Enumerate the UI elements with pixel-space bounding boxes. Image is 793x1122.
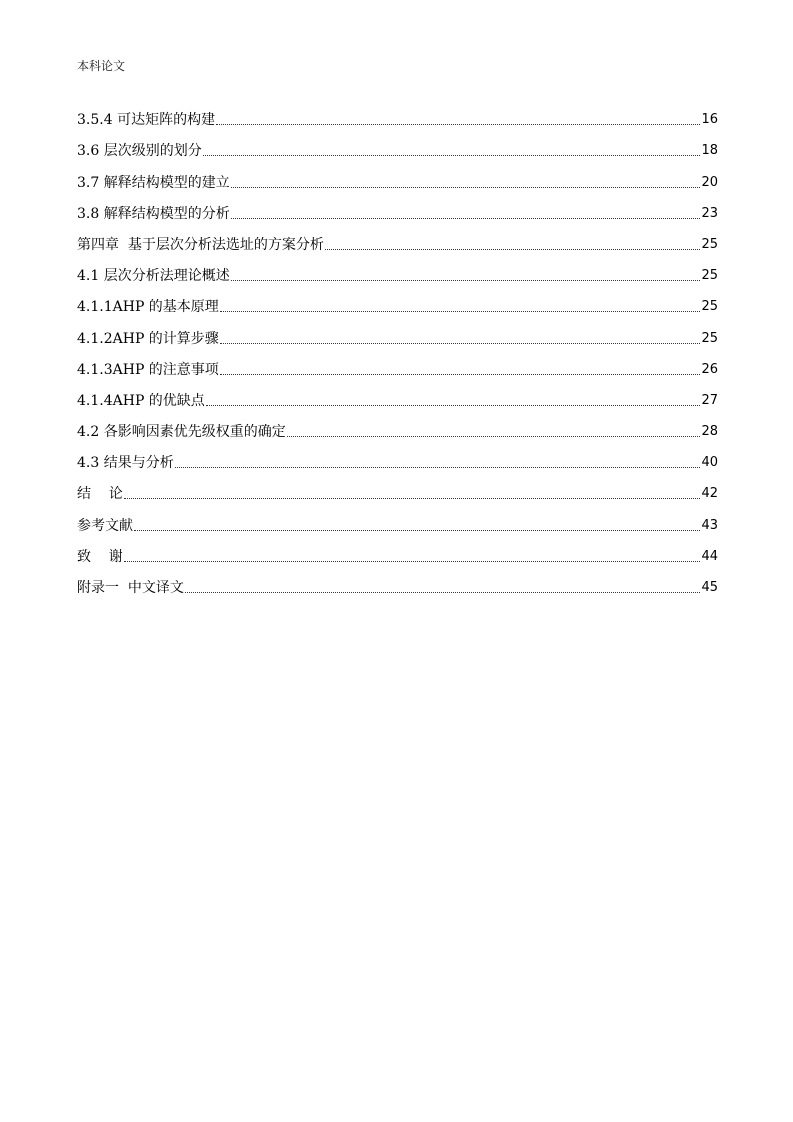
toc-dot-leader [124,561,701,562]
toc-dot-leader [124,498,701,499]
toc-page-number: 20 [701,174,718,190]
toc-entry[interactable] [77,442,718,473]
toc-page-number: 16 [701,112,718,128]
toc-dot-leader [220,343,701,344]
toc-dot-leader [231,187,701,188]
toc-entry-label: 3.8 解释结构模型的分析 [77,205,230,222]
toc-entry-label: 第四章 基于层次分析法选址的方案分析 [77,236,324,253]
toc-page-number: 28 [701,424,718,440]
toc-page-number: 27 [701,392,718,408]
toc-page-number: 40 [701,455,718,471]
toc-entry[interactable] [77,536,718,567]
toc-entry[interactable] [77,504,718,535]
toc-page-number: 45 [701,580,718,595]
toc-entry-label: 4.1.2AHP 的计算步骤 [77,330,219,347]
toc-entry-label: 结 论 [77,486,123,503]
toc-entry[interactable] [77,286,718,317]
toc-dot-leader [175,467,701,468]
toc-entry-label: 4.1.4AHP 的优缺点 [77,392,205,409]
toc-entry-label: 4.1.3AHP 的注意事项 [77,361,219,378]
toc-dot-leader [203,155,701,156]
toc-page-number: 43 [701,517,718,533]
toc-dot-leader [206,405,701,406]
toc-page-number: 42 [701,486,718,502]
toc-entry[interactable] [77,567,718,598]
toc-entry-label: 附录一 中文译文 [77,580,184,596]
toc-entry-label: 3.6 层次级别的划分 [77,143,202,160]
toc-entry[interactable] [77,349,718,380]
toc-page-number: 25 [701,236,718,252]
toc-dot-leader [325,249,701,250]
toc-entry-label: 3.5.4 可达矩阵的构建 [77,112,216,129]
toc-dot-leader [220,311,701,312]
toc-dot-leader [216,124,700,125]
toc-entry[interactable] [77,411,718,442]
toc-dot-leader [185,592,701,593]
toc-entry[interactable] [77,99,718,130]
toc-entry[interactable] [77,161,718,192]
toc-dot-leader [287,436,701,437]
toc-entry-label: 3.7 解释结构模型的建立 [77,174,230,191]
toc-page-number: 25 [701,268,718,284]
toc-entry[interactable] [77,224,718,255]
toc-entry-label: 4.1.1AHP 的基本原理 [77,299,219,316]
toc-dot-leader [231,218,701,219]
toc-entry[interactable] [77,380,718,411]
toc-entry[interactable] [77,255,718,286]
toc-entry-label: 参考文献 [77,517,133,534]
toc-dot-leader [220,374,701,375]
toc-dot-leader [231,280,701,281]
toc-page-number: 44 [701,548,718,564]
table-of-contents [77,99,718,598]
toc-entry-label: 4.3 结果与分析 [77,455,174,472]
toc-entry-label: 4.2 各影响因素优先级权重的确定 [77,424,286,441]
toc-page-number: 25 [701,299,718,315]
toc-entry-label: 4.1 层次分析法理论概述 [77,268,230,285]
toc-entry[interactable] [77,193,718,224]
toc-entry-label: 致 谢 [77,548,123,565]
page-header: 本科论文 [77,59,126,73]
toc-entry[interactable] [77,317,718,348]
toc-page-number: 25 [701,330,718,346]
toc-dot-leader [134,530,700,531]
toc-page-number: 23 [701,205,718,221]
toc-page-number: 18 [701,143,718,159]
toc-entry[interactable] [77,130,718,161]
toc-page-number: 26 [701,361,718,377]
toc-entry[interactable] [77,473,718,504]
